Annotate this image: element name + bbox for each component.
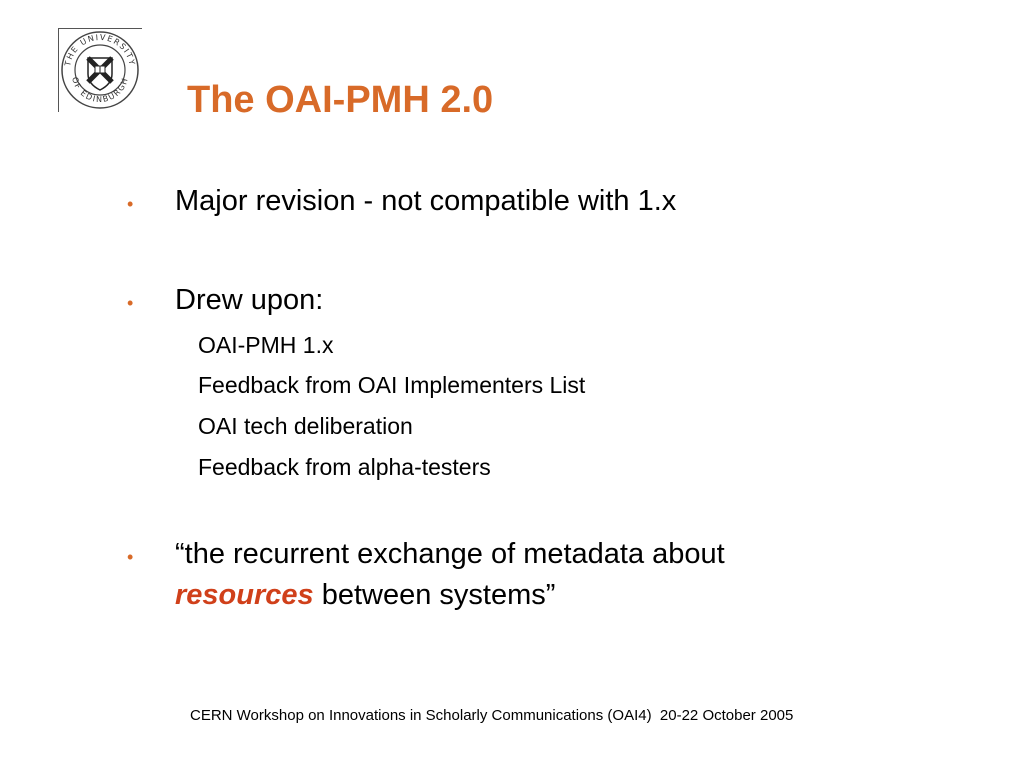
bullet-text-line2 — [175, 576, 555, 614]
sub-item: OAI tech deliberation — [198, 413, 413, 439]
sub-item: OAI-PMH 1.x — [198, 332, 334, 358]
university-crest-icon — [58, 28, 142, 112]
bullet-text-line1: “the recurrent exchange of metadata about — [175, 538, 725, 570]
bullet-text: Drew upon: — [175, 284, 324, 316]
bullet-text: Major revision - not compatible with 1.x — [175, 185, 677, 217]
sub-item: Feedback from alpha-testers — [198, 454, 491, 480]
logo-text-top: THE UNIVERSITY — [63, 32, 137, 67]
emphasis-text: resources — [175, 579, 314, 611]
logo-text-bottom: OF EDINBURGH — [70, 75, 130, 105]
sub-item: Feedback from OAI Implementers List — [198, 372, 586, 398]
slide-title: The OAI-PMH 2.0 — [187, 79, 494, 121]
slide-footer: CERN Workshop on Innovations in Scholarly Communications (OAI4) 20-22 October 2005 — [190, 707, 794, 724]
bullet-text-line2-rest: between systems” — [313, 579, 556, 611]
bullet-marker: • — [127, 194, 134, 214]
bullet-marker: • — [127, 293, 134, 313]
bullet-marker: • — [127, 547, 134, 567]
